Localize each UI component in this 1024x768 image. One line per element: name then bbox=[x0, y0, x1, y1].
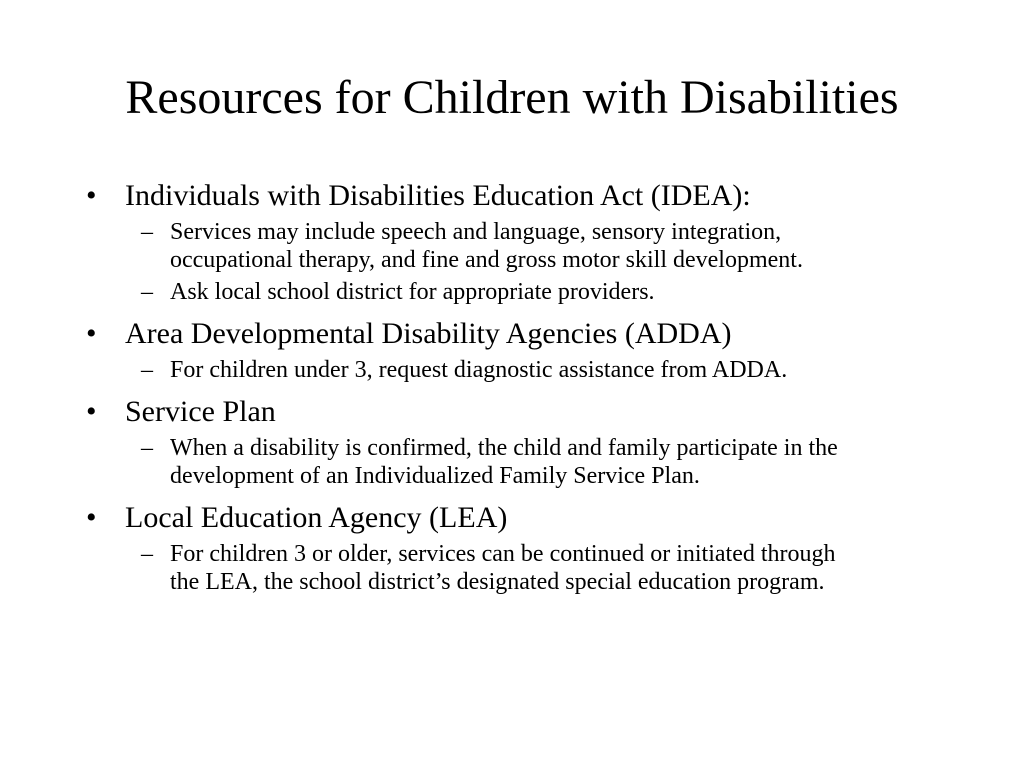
bullet-text: Individuals with Disabilities Education Act (IDEA): bbox=[125, 179, 751, 212]
bullet-marker: • bbox=[86, 501, 97, 534]
bullet-marker: • bbox=[86, 317, 97, 350]
sub-bullet bbox=[86, 540, 870, 596]
sub-bullet-marker: – bbox=[141, 219, 153, 245]
bullet-service-plan bbox=[86, 394, 966, 430]
sub-bullet-marker: – bbox=[141, 279, 153, 305]
bullet-marker: • bbox=[86, 179, 97, 212]
sub-bullet-marker: – bbox=[141, 435, 153, 461]
slide-title: Resources for Children with Disabilities bbox=[125, 71, 899, 124]
sub-bullet bbox=[86, 434, 870, 490]
sub-bullet bbox=[86, 356, 870, 384]
bullet-text: Service Plan bbox=[125, 395, 276, 428]
sub-bullet-text: For children under 3, request diagnostic assistance from ADDA. bbox=[170, 357, 788, 383]
sub-bullet-marker: – bbox=[141, 541, 153, 567]
sub-bullet bbox=[86, 278, 870, 306]
sub-bullet-text: Ask local school district for appropriate providers. bbox=[170, 279, 655, 305]
sub-list-service-plan bbox=[86, 434, 966, 490]
sub-list-idea bbox=[86, 218, 966, 306]
bullet-text: Area Developmental Disability Agencies (ADDA) bbox=[125, 317, 732, 350]
sub-list-lea bbox=[86, 540, 966, 596]
sub-bullet-text: Services may include speech and language, sensory integration, occupational therapy, and fine and gross motor skill development. bbox=[170, 219, 803, 273]
sub-list-adda bbox=[86, 356, 966, 384]
bullet-idea bbox=[86, 178, 966, 214]
sub-bullet-text: For children 3 or older, services can be continued or initiated through the LEA, the school district’s designated special education program. bbox=[170, 541, 836, 595]
sub-bullet-marker: – bbox=[141, 357, 153, 383]
bullet-lea bbox=[86, 500, 966, 536]
bullet-adda bbox=[86, 316, 966, 352]
bullet-text: Local Education Agency (LEA) bbox=[125, 501, 508, 534]
sub-bullet bbox=[86, 218, 870, 274]
sub-bullet-text: When a disability is confirmed, the child and family participate in the development of an Individualized Family Service Plan. bbox=[170, 435, 838, 489]
bullet-list bbox=[86, 178, 966, 596]
bullet-marker: • bbox=[86, 395, 97, 428]
